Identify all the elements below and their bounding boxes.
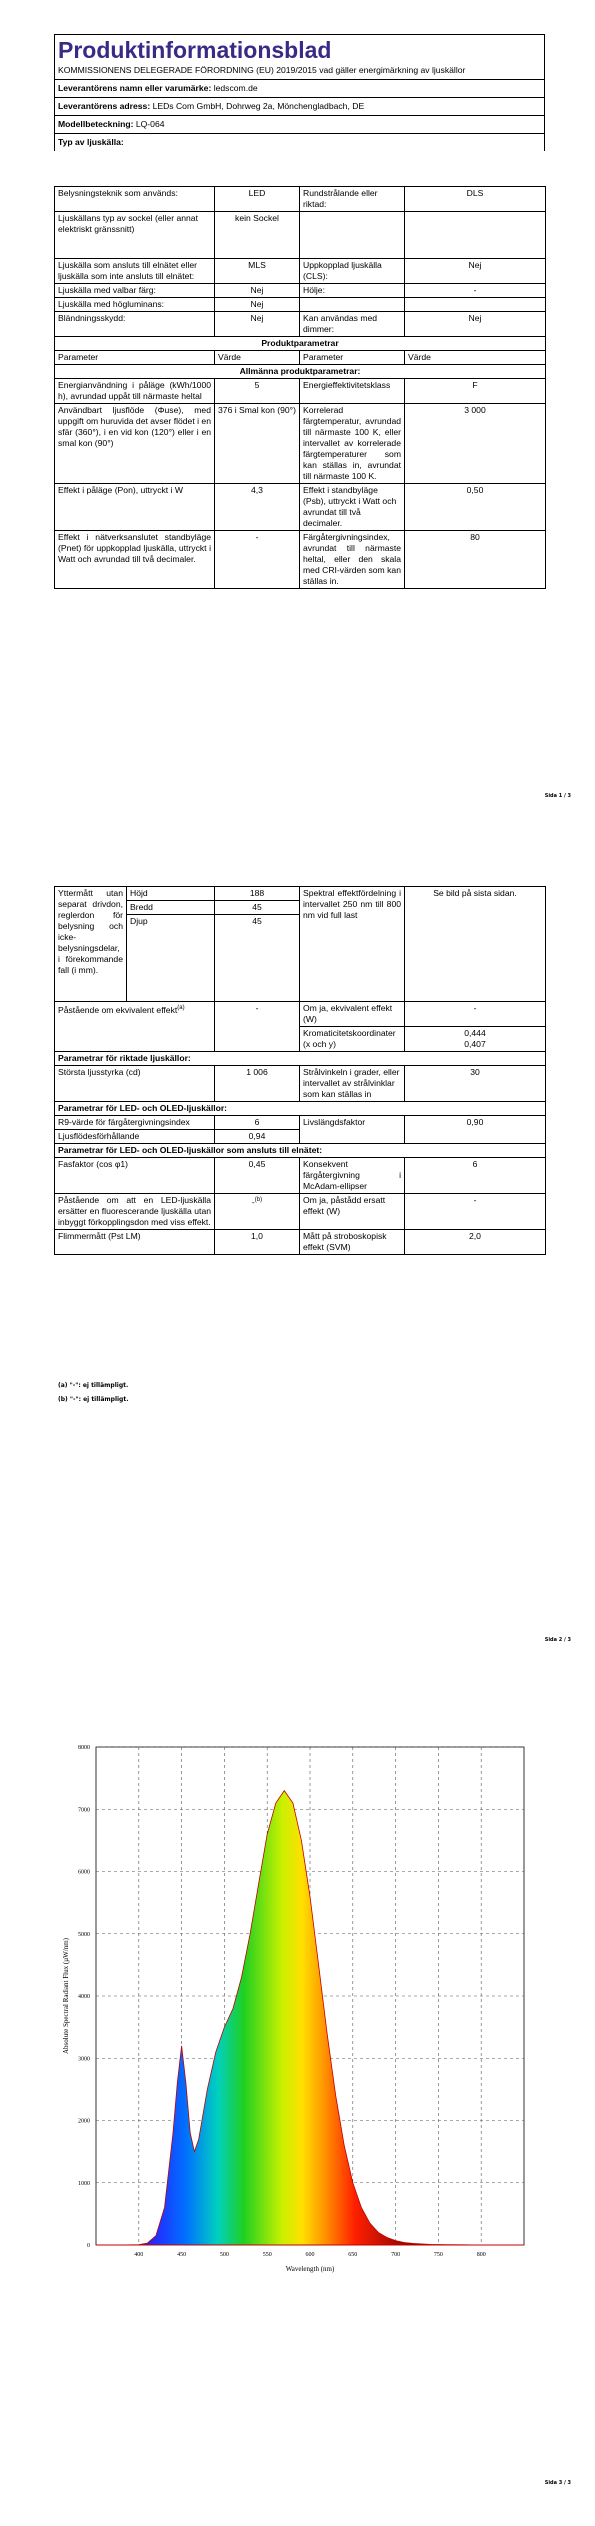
y-tick-label: 8000: [78, 1745, 90, 1751]
y-tick-label: 4000: [78, 1994, 90, 2000]
table-row: Största ljusstyrka (cd) 1 006 Strålvinkeln i grader, eller intervallet av strålvinklar som kan ställas in 30: [55, 1066, 546, 1102]
y-tick-label: 2000: [78, 2118, 90, 2125]
page-number: Sida 2 / 3: [544, 1637, 571, 1643]
table-row: Ljusflödesförhållande 0,94: [55, 1130, 546, 1144]
params-table-2: [54, 886, 546, 1255]
table-row: Bländningsskydd: Nej Kan användas med dimmer: Nej: [55, 312, 546, 337]
table-row: Parametrar för LED- och OLED-ljuskällor som ansluts till elnätet:: [55, 1144, 546, 1158]
y-tick-label: 6000: [78, 1869, 90, 1876]
x-axis-label: Wavelength (nm): [285, 2265, 335, 2273]
page-number: Sida 3 / 3: [544, 2480, 571, 2486]
table-row: Effekt i påläge (Pon), uttryckt i W 4,3 Effekt i standbyläge (Psb), uttryckt i Watt och avrundat till två decimaler. 0,50: [55, 484, 546, 531]
x-tick-label: 600: [305, 2252, 315, 2258]
params-title: Produktparametrar: [55, 337, 546, 351]
y-tick-label: 3000: [78, 2056, 90, 2063]
table-row: Djup 45: [55, 915, 546, 1002]
page-1: [0, 0, 595, 842]
x-tick-label: 700: [391, 2252, 401, 2258]
spectrum-svg: [54, 1735, 545, 2295]
y-tick-label: 1000: [78, 2180, 90, 2187]
address-label: Leverantörens adress:: [58, 101, 151, 111]
model-value: LQ-064: [135, 119, 165, 129]
regulation-text: KOMMISSIONENS DELEGERADE FÖRORDNING (EU) 2019/2015 vad gäller energimärkning av ljuskällor: [58, 65, 466, 75]
table-row: Effekt i nätverksanslutet standbyläge (Pnet) för uppkopplad ljuskälla, uttryckt i Watt och avrundad till två decimaler. - Färgåtergivningsindex, avrundat till närmaste heltal, eller den skala med CRI-värden som kan ställas in. 80: [55, 531, 546, 589]
table-row: Parameter Värde Parameter Värde: [55, 351, 546, 365]
page-title: Produktinformationsblad: [58, 37, 332, 63]
table-row: Användbart ljusflöde (Φuse), med uppgift om huruvida det avser flödet i en sfär (360°), i en vid kon (120°) eller i en smal kon (90°) 376 i Smal kon (90°) Korrelerad färgtemperatur, avrundad till närmaste 100 K, eller intervallet av korrelerade färgtemperaturer som kan ställas in, avrundat till närmaste 100 K. 3 000: [55, 404, 546, 484]
spectrum-fill: [122, 1791, 482, 2245]
table-row: R9-värde för färgåtergivningsindex 6 Livslängdsfaktor 0,90: [55, 1116, 546, 1130]
x-tick-label: 800: [476, 2252, 486, 2258]
table-row: Flimmermått (Pst LM) 1,0 Mått på stroboskopisk effekt (SVM) 2,0: [55, 1230, 546, 1255]
spectrum-chart: [54, 1735, 545, 2295]
table-row: Parametrar för LED- och OLED-ljuskällor:: [55, 1102, 546, 1116]
table-row: Påstående om ekvivalent effekt$^{(a)}$ - Om ja, ekvivalent effekt (W) -: [55, 1002, 546, 1027]
table-row: Fasfaktor (cos φ1) 0,45 Konsekvent färgåtergivning i McAdam-ellipser 6: [55, 1158, 546, 1194]
header-box: [54, 34, 545, 151]
table-row: Bredd 45: [55, 901, 546, 915]
page-2: [0, 842, 595, 1684]
x-tick-label: 750: [433, 2252, 443, 2258]
x-tick-label: 450: [177, 2252, 187, 2258]
table-row: [55, 365, 546, 379]
x-tick-label: 500: [219, 2252, 229, 2258]
address-value: LEDs Com GmbH, Dohrweg 2a, Mönchengladbach, DE: [152, 101, 365, 111]
table-row: Ljuskälla med valbar färg: Nej Hölje: -: [55, 284, 546, 298]
table-row: Kromaticitetskoordinater (x och y) 0,444 0,407: [55, 1027, 546, 1052]
y-tick-label: 5000: [78, 1931, 90, 1938]
table-row: Ljuskällans typ av sockel (eller annat elektriskt gränssnitt) kein Sockel: [55, 212, 546, 259]
x-tick-label: 400: [134, 2252, 144, 2258]
footnote-b: (b) "-": ej tillämpligt.: [58, 1396, 129, 1403]
model-line: [55, 115, 544, 133]
supplier-line: [55, 79, 544, 97]
address-line: [55, 97, 544, 115]
supplier-value: ledscom.de: [213, 83, 258, 93]
table-row: Påstående om att en LED-ljuskälla ersätter en fluorescerande ljuskälla utan inbyggt förkopplingsdon med viss effekt. -$^{(b)}$ Om ja, påstådd ersatt effekt (W) -: [55, 1194, 546, 1230]
x-tick-label: 650: [348, 2252, 358, 2258]
y-tick-label: 7000: [78, 1807, 90, 1814]
table-row: Energianvändning i påläge (kWh/1000 h), avrundad uppåt till närmaste heltal 5 Energieffektivitetsklass F: [55, 379, 546, 404]
table-row: Parametrar för riktade ljuskällor:: [55, 1052, 546, 1066]
footnote-a: (a) "-": ej tillämpligt.: [58, 1382, 129, 1389]
table-row: [55, 337, 546, 351]
y-axis-label: Absolute Spectral Radiant Flux (µW/nm): [62, 1937, 70, 2055]
y-tick-label: 0: [87, 2243, 90, 2249]
type-table: [54, 186, 546, 589]
table-row: Yttermått utan separat drivdon, reglerdon för belysning och icke-belysningsdelar, i förekommande fall (i mm). Höjd 188 Spektral effektfördelning i intervallet 250 nm till 800 nm vid full last Se bild på sista sidan.: [55, 887, 546, 901]
table-row: Ljuskälla som ansluts till elnätet eller ljuskälla som inte ansluts till elnätet: MLS Uppkopplad ljuskälla (CLS): Nej: [55, 259, 546, 284]
type-heading: Typ av ljuskälla:: [55, 133, 544, 151]
model-label: Modellbeteckning:: [58, 119, 134, 129]
spectrum-area: [96, 1791, 524, 2245]
table-row: Ljuskälla med högluminans: Nej: [55, 298, 546, 312]
x-tick-label: 550: [262, 2252, 272, 2258]
supplier-label: Leverantörens namn eller varumärke:: [58, 83, 212, 93]
general-params-title: Allmänna produktparametrar:: [55, 365, 546, 379]
page-number: Sida 1 / 3: [544, 793, 571, 799]
table-row: Belysningsteknik som används: LED Rundstrålande eller riktad: DLS: [55, 187, 546, 212]
